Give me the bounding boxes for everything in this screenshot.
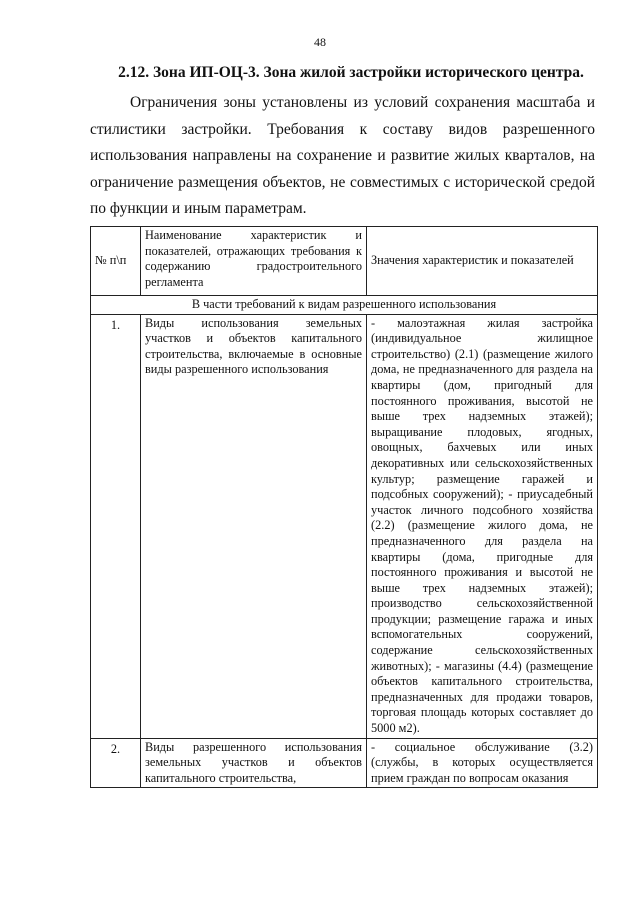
intro-paragraph: Ограничения зоны установлены из условий сохранения масштаба и стилистики застройки. Требования к составу видов разрешенного использования направлены на сохранение и развитие жилых кварталов, на ограничение размещения объектов, не совместимых с исторической средой по функции и иным параметрам.: [90, 94, 595, 217]
row-name: Виды использования земельных участков и объектов капитального строительства, включаемые в основные виды разрешенного использования: [141, 314, 367, 738]
table-header-row: [91, 227, 598, 296]
row-number: 2.: [91, 738, 141, 788]
row-number: 1.: [91, 314, 141, 738]
table-section-row: [91, 296, 598, 315]
section-heading: 2.12. Зона ИП-ОЦ-3. Зона жилой застройки исторического центра.: [118, 64, 584, 81]
row-value: - социальное обслуживание (3.2) (службы, в которых осуществляется прием граждан по вопросам оказания: [367, 738, 598, 788]
header-value: Значения характеристик и показателей: [367, 227, 598, 296]
header-number: № п\п: [91, 227, 141, 296]
table-row: [91, 738, 598, 788]
table-row: [91, 314, 598, 738]
section-title: В части требований к видам разрешенного использования: [91, 296, 598, 315]
header-name: Наименование характеристик и показателей, отражающих требования к содержанию градостроительного регламента: [141, 227, 367, 296]
row-name: Виды разрешенного использования земельных участков и объектов капитального строительства,: [141, 738, 367, 788]
regulation-table: [90, 226, 598, 788]
row-value: - малоэтажная жилая застройка (индивидуальное жилищное строительство) (2.1) (размещение жилого дома, не предназначенного для раздела на квартиры (дом, пригодный для постоянного проживания, высотой не выше трех надземных этажей); выращивание плодовых, ягодных, овощных, бахчевых или иных декоративных или сельскохозяйственных культур; размещение гаражей и подсобных сооружений); - приусадебный участок личного подсобного хозяйства (2.2) (размещение жилого дома, не предназначенного для раздела на квартиры (дома, пригодные для постоянного проживания и высотой не выше трех надземных этажей); производство сельскохозяйственной продукции; размещение гаража и иных вспомогательных сооружений, содержание сельскохозяйственных животных); - магазины (4.4) (размещение объектов капитального строительства, предназначенных для продажи товаров, торговая площадь которых составляет до 5000 м2).: [367, 314, 598, 738]
page-number: 48: [314, 35, 326, 49]
